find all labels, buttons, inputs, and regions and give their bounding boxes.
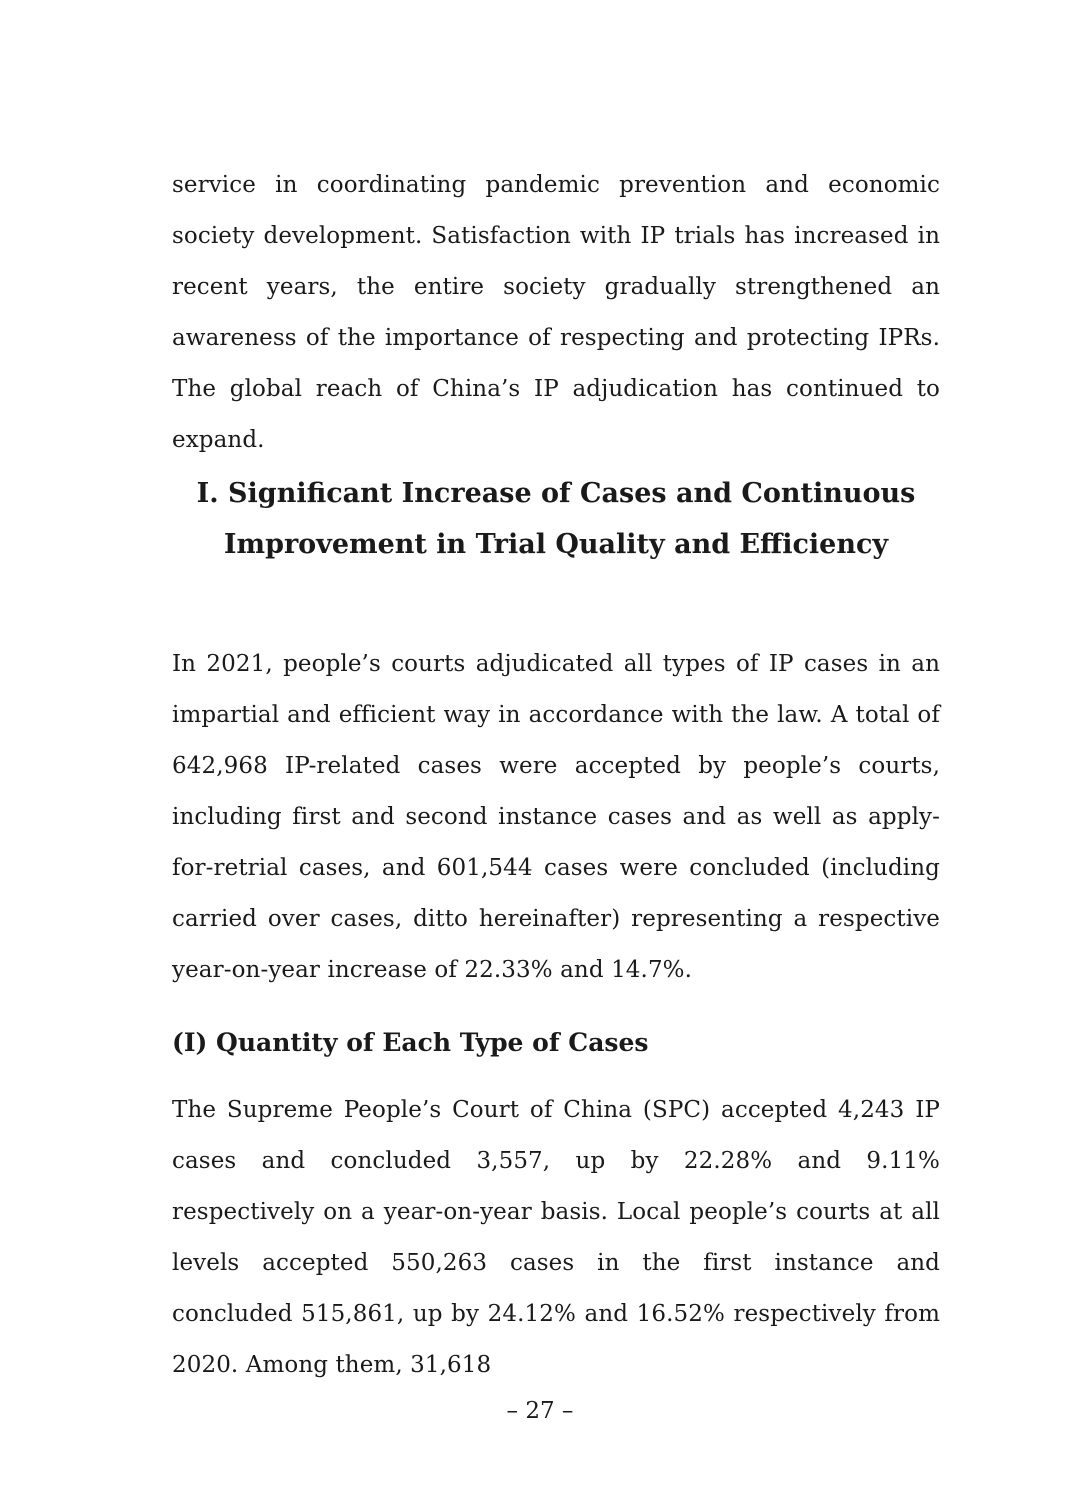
page-number: – 27 – [506,1398,574,1424]
paragraph-spc-cases: The Supreme People’s Court of China (SPC) accepted 4,243 IP cases and concluded 3,557, up by 22.28% and 9.11% respectively on a year-on-year basis. Local people’s courts at all levels accepted 550,263 cases in the first instance and concluded 515,861, up by 24.12% and 16.52% respectively from 2020. Among them, 31,618 [172,1097,940,1378]
section-heading-line-1: I. Significant Increase of Cases and Continuous [196,478,916,509]
section-heading [172,468,940,570]
section-heading-line-2: Improvement in Trial Quality and Efficiency [223,529,889,560]
subsection-heading: (I) Quantity of Each Type of Cases [172,1028,649,1057]
paragraph-intro: service in coordinating pandemic prevention and economic society development. Satisfaction with IP trials has increased in recent years, the entire society gradually strengthened an awareness of the importance of respecting and protecting IPRs. The global reach of China’s IP adjudication has continued to expand. [172,172,940,453]
paragraph-2021-cases: In 2021, people’s courts adjudicated all types of IP cases in an impartial and efficient way in accordance with the law. A total of 642,968 IP-related cases were accepted by people’s courts, including first and second instance cases and as well as apply-for-retrial cases, and 601,544 cases were concluded (including carried over cases, ditto hereinafter) representing a respective year-on-year increase of 22.33% and 14.7%. [172,651,940,983]
